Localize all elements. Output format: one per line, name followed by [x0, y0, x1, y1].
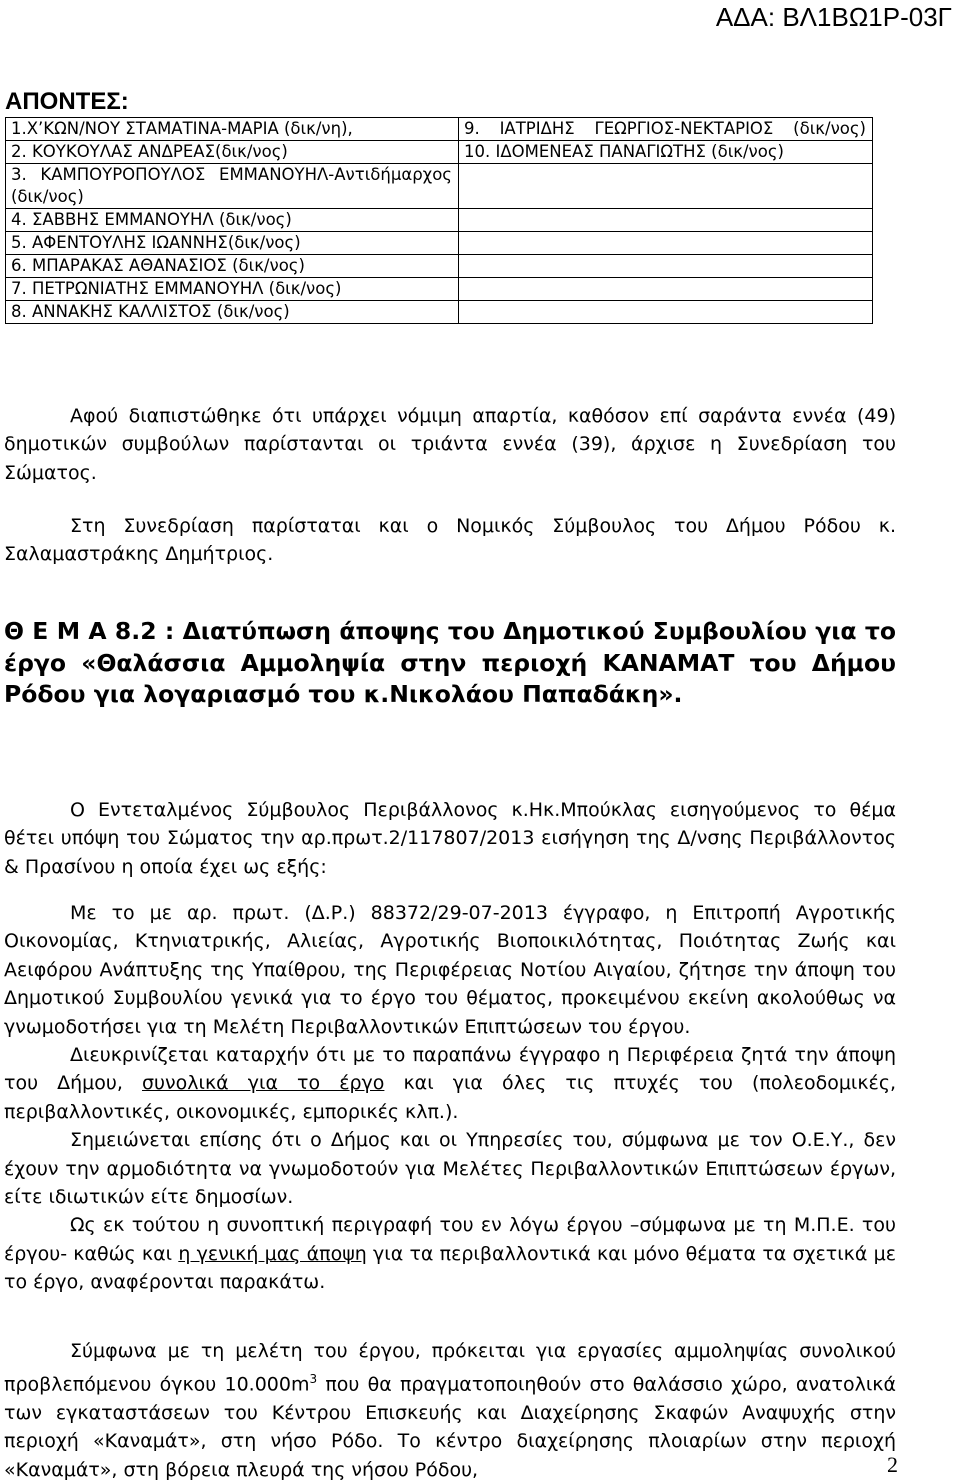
underlined-text: η γενική μας άποψη [178, 1242, 367, 1265]
absent-member: 2. ΚΟΥΚΟΥΛΑΣ ΑΝΔΡΕΑΣ(δικ/νος) [6, 141, 459, 164]
table-row [6, 255, 873, 278]
agenda-item-title [4, 616, 896, 711]
table-row [6, 141, 873, 164]
absent-member: 5. ΑΦΕΝΤΟΥΛΗΣ ΙΩΑΝΝΗΣ(δικ/νος) [6, 232, 459, 255]
absent-member: 1.Χ’ΚΩΝ/ΝΟΥ ΣΤΑΜΑΤΙΝΑ-ΜΑΡΙΑ (δικ/νη), [6, 118, 459, 141]
theme-text: Θ Ε Μ Α 8.2 : Διατύπωση άποψης του Δημοτικού Συμβουλίου για το έργο «Θαλάσσια Αμμοληψία στην περιοχή ΚΑΝΑΜΑΤ του Δήμου Ρόδου για λογαριασμό του κ.Νικολάου Παπαδάκη». [4, 617, 896, 708]
empty-cell [459, 164, 873, 209]
legal-advisor-paragraph [4, 512, 896, 569]
text-span: και για όλες τις πτυχές του (πολεοδομικές, περιβαλλοντικές, οικονομικές, εμπορικές κλπ.). [4, 1072, 897, 1123]
rapporteur-paragraph [4, 796, 896, 881]
absent-member: 6. ΜΠΑΡΑΚΑΣ ΑΘΑΝΑΣΙΟΣ (δικ/νος) [6, 255, 459, 278]
paragraph-competence: Σημειώνεται επίσης ότι ο Δήμος και οι Υπηρεσίες του, σύμφωνα με τον Ο.Ε.Υ., δεν έχουν την αρμοδιότητα να γνωμοδοτούν για Μελέτες Περιβαλλοντικών Επιπτώσεων έργων, είτε ιδιωτικών είτε δημοσίων. [4, 1129, 896, 1209]
page-number: 2 [887, 1452, 898, 1477]
absent-member: 10. ΙΔΟΜΕΝΕΑΣ ΠΑΝΑΓΙΩΤΗΣ (δικ/νος) [459, 141, 873, 164]
ada-code: ΑΔΑ: ΒΛ1ΒΩ1Ρ-03Γ [715, 2, 952, 32]
text-span: Ως εκ τούτου η συνοπτική περιγραφή του εν λόγω έργου –σύμφωνα με τη Μ.Π.Ε. του έργου- καθώς και [4, 1214, 896, 1265]
paragraph-clarification [4, 1041, 896, 1126]
body-text [4, 899, 896, 1484]
text-span: για τα περιβαλλοντικά και μόνο θέματα τα σχετικά με το έργο, αναφέρονται παρακάτω. [4, 1242, 896, 1294]
quorum-text: Αφού διαπιστώθηκε ότι υπάρχει νόμιμη απαρτία, καθόσον επί σαράντα εννέα (49) δημοτικών συμβούλων παρίστανται οι τριάντα εννέα (39), άρχισε η Συνεδρίαση του Σώματος. [4, 405, 896, 484]
paragraph-project [4, 1337, 896, 1484]
text-span: που θα πραγματοποιηθούν στο θαλάσσιο χώρο, ανατολικά των εγκαταστάσεων του Κέντρου Επισκευής και Διαχείρησης Σκαφών Αναψυχής στην περιοχή «Καναμάτ», στη νήσο Ρόδο. Το κέντρο διαχείρησης πλοιαρίων στην περιοχή «Καναμάτ», στη βόρεια πλευρά της νήσου Ρόδου, [4, 1373, 896, 1481]
empty-cell [459, 255, 873, 278]
absent-title: ΑΠΟΝΤΕΣ: [5, 88, 129, 115]
empty-cell [459, 232, 873, 255]
table-row [6, 164, 873, 209]
text-span: Σύμφωνα με τη μελέτη του έργου, πρόκειται για εργασίες αμμοληψίας συνολικού προβλεπόμενου όγκου 10.000m [4, 1339, 896, 1396]
absent-members-table [5, 117, 873, 324]
paragraph-description [4, 1211, 896, 1296]
table-row [6, 209, 873, 232]
empty-cell [459, 301, 873, 324]
table-row [6, 232, 873, 255]
table-row [6, 118, 873, 141]
absent-member: 9. ΙΑΤΡΙΔΗΣ ΓΕΩΡΓΙΟΣ-ΝΕΚΤΑΡΙΟΣ (δικ/νος) [459, 118, 873, 141]
absent-member: 4. ΣΑΒΒΗΣ ΕΜΜΑΝΟΥΗΛ (δικ/νος) [6, 209, 459, 232]
underlined-text: συνολικά για το έργο [142, 1072, 385, 1095]
rapporteur-text: Ο Εντεταλμένος Σύμβουλος Περιβάλλονος κ.Ηκ.Μπούκλας εισηγούμενος το θέμα θέτει υπόψη του Σώματος την αρ.πρωτ.2/117807/2013 εισήγηση της Δ/νσης Περιβάλλοντος & Πρασίνου η οποία έχει ως εξής: [4, 799, 896, 878]
absent-member: 3. ΚΑΜΠΟΥΡΟΠΟΥΛΟΣ ΕΜΜΑΝΟΥΗΛ-Αντιδήμαρχος (δικ/νος) [6, 164, 459, 209]
text-span: Διευκρινίζεται καταρχήν ότι με το παραπάνω έγγραφο η Περιφέρεια ζητά την άποψη του Δήμου, [4, 1044, 896, 1095]
paragraph-request: Με το με αρ. πρωτ. (Δ.Ρ.) 88372/29-07-2013 έγγραφο, η Επιτροπή Αγροτικής Οικονομίας, Κτηνιατρικής, Αλιείας, Αγροτικής Βιοποικιλότητας, Ποιότητας Ζωής και Αειφόρου Ανάπτυξης της Υπαίθρου, της Περιφέρειας Νοτίου Αιγαίου, ζήτησε την άποψη του Δημοτικού Συμβουλίου γενικά για το έργο του θέματος, προκειμένου εκείνη ακολούθως να γνωμοδοτήσει για τη Μελέτη Περιβαλλοντικών Επιπτώσεων του έργου. [4, 902, 896, 1038]
quorum-paragraph [4, 402, 896, 487]
legal-advisor-text: Στη Συνεδρίαση παρίσταται και ο Νομικός Σύμβουλος του Δήμου Ρόδου κ. Σαλαμαστράκης Δημήτριος. [4, 515, 896, 566]
absent-member: 8. ΑΝΝΑΚΗΣ ΚΑΛΛΙΣΤΟΣ (δικ/νος) [6, 301, 459, 324]
superscript: 3 [309, 1372, 318, 1387]
empty-cell [459, 209, 873, 232]
empty-cell [459, 278, 873, 301]
absent-member: 7. ΠΕΤΡΩΝΙΑΤΗΣ ΕΜΜΑΝΟΥΗΛ (δικ/νος) [6, 278, 459, 301]
table-row [6, 278, 873, 301]
table-row [6, 301, 873, 324]
